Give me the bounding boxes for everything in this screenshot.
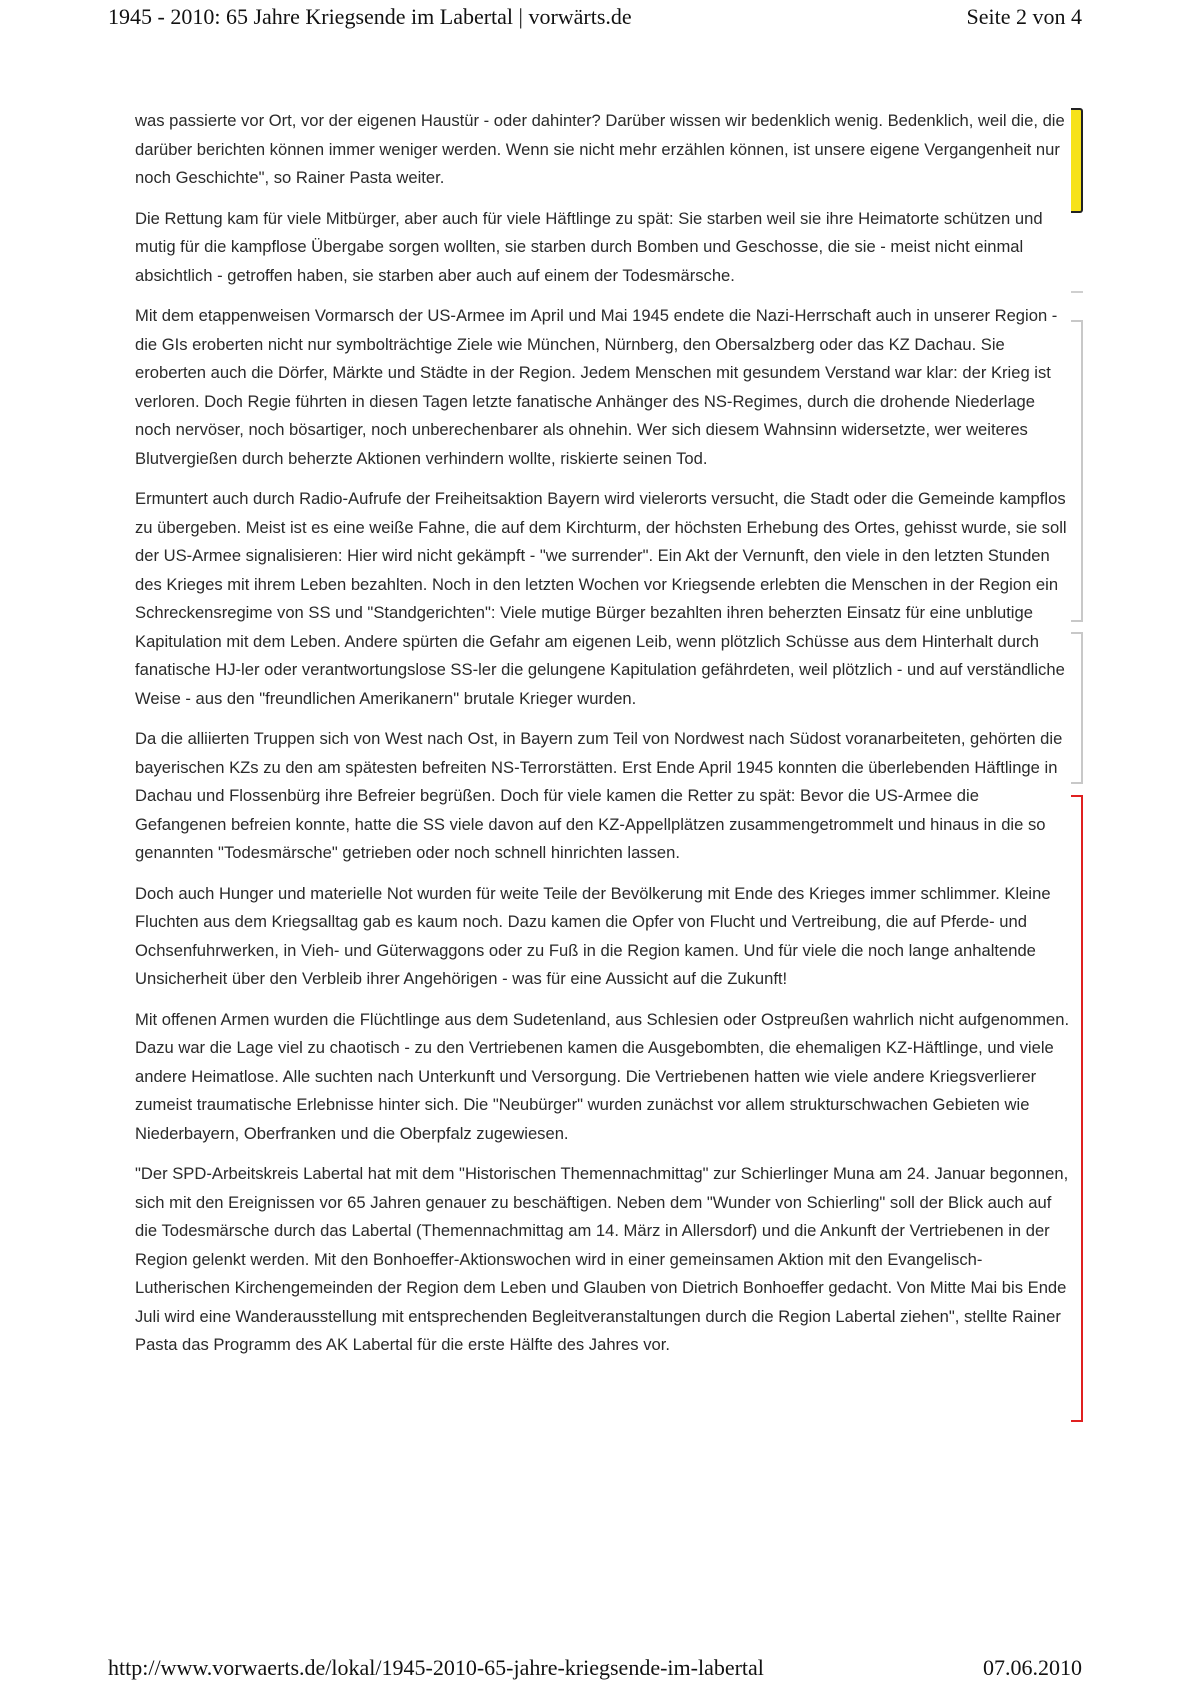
article-paragraph: Mit dem etappenweisen Vormarsch der US-Armee im April und Mai 1945 endete die Nazi-Herrschaft auch in unserer Region - die GIs eroberten nicht nur symbolträchtige Ziele wie München, Nürnberg, den Obersalzberg oder das KZ Dachau. Sie eroberten auch die Dörfer, Märkte und Städte in der Region. Jedem Menschen mit gesundem Verstand war klar: der Krieg ist verloren. Doch Regie führten in diesen Tagen letzte fanatische Anhänger des NS-Regimes, durch die drohende Niederlage noch nervöser, noch bösartiger, noch unberechenbarer als ohnehin. Wer sich diesem Wahnsinn widersetzte, wer weiteres Blutvergießen durch beherzte Aktionen verhindern wollte, riskierte seinen Tod.	[135, 306, 1058, 468]
article-paragraph: Mit offenen Armen wurden die Flüchtlinge aus dem Sudetenland, aus Schlesien oder Ostpreußen wahrlich nicht aufgenommen. Dazu war die Lage viel zu chaotisch - zu den Vertriebenen kamen die Ausgebombten, die ehemaligen KZ-Häftlinge, und viele andere Heimatlose. Alle suchten nach Unterkunft und Versorgung. Die Vertriebenen hatten wie viele andere Kriegsverlierer zumeist traumatische Erlebnisse hinter sich. Die "Neubürger" wurden zunächst vor allem strukturschwachen Gebieten wie Niederbayern, Oberfranken und die Oberpfalz zugewiesen.	[135, 1009, 1070, 1143]
margin-bracket-red	[1071, 795, 1083, 1422]
page-indicator: Seite 2 von 4	[966, 4, 1082, 29]
article-paragraph: "Der SPD-Arbeitskreis Labertal hat mit dem "Historischen Themennachmittag" zur Schierlinger Muna am 24. Januar begonnen, sich mit den Ereignissen vor 65 Jahren genauer zu beschäftigen. Neben dem "Wunder von Schierling" soll der Blick auch auf die Todesmärsche durch das Labertal (Themennachmittag am 14. März in Allersdorf) und die Ankunft der Vertriebenen in der Region gelenkt werden. Mit den Bonhoeffer-Aktionswochen wird in einer gemeinsamen Aktion mit den Evangelisch-Lutherischen Kirchengemeinden der Region dem Leben und Glauben von Dietrich Bonhoeffer gedacht. Von Mitte Mai bis Ende Juli wird eine Wanderausstellung mit entsprechenden Begleitveranstaltungen durch die Region Labertal ziehen", stellte Rainer Pasta das Programm des AK Labertal für die erste Hälfte des Jahres vor.	[135, 1164, 1069, 1354]
highlight-margin-bracket	[1071, 108, 1083, 213]
article-paragraph: Ermuntert auch durch Radio-Aufrufe der Freiheitsaktion Bayern wird vielerorts versucht, die Stadt oder die Gemeinde kampflos zu übergeben. Meist ist es eine weiße Fahne, die auf dem Kirchturm, der höchsten Erhebung des Ortes, gehisst wurde, sie soll der US-Armee signalisieren: Hier wird nicht gekämpft - "we surrender". Ein Akt der Vernunft, den viele in den letzten Stunden des Krieges mit ihrem Leben bezahlten. Noch in den letzten Wochen vor Kriegsende erlebten die Menschen in der Region ein Schreckensregime von SS und "Standgerichten": Viele mutige Bürger bezahlten ihren beherzten Einsatz für eine unblutige Kapitulation mit dem Leben. Andere spürten die Gefahr am eigenen Leib, wenn plötzlich Schüsse aus dem Hinterhalt durch fanatische HJ-ler oder verantwortungslose SS-ler die gelungene Kapitulation gefährdeten, weil plötzlich - und auf verständliche Weise - aus den "freundlichen Amerikanern" brutale Krieger wurden.	[135, 489, 1067, 708]
margin-bracket-gray	[1071, 320, 1083, 622]
margin-tick-mark	[1071, 291, 1083, 293]
document-title: 1945 - 2010: 65 Jahre Kriegsende im Labertal | vorwärts.de	[108, 4, 632, 29]
article-paragraph: was passierte vor Ort, vor der eigenen Haustür - oder dahinter? Darüber wissen wir bedenklich wenig. Bedenklich, weil die, die darüber berichten können immer weniger werden. Wenn sie nicht mehr erzählen können, ist unsere eigene Vergangenheit nur noch Geschichte", so Rainer Pasta weiter.	[135, 111, 1065, 187]
article-body	[135, 107, 1070, 1372]
print-footer	[108, 1653, 1082, 1683]
article-paragraph: Die Rettung kam für viele Mitbürger, aber auch für viele Häftlinge zu spät: Sie starben weil sie ihre Heimatorte schützen und mutig für die kampflose Übergabe sorgen wollten, sie starben durch Bomben und Geschosse, die sie - meist nicht einmal absichtlich - getroffen haben, sie starben aber auch auf einem der Todesmärsche.	[135, 208, 1043, 285]
article-paragraph: Da die alliierten Truppen sich von West nach Ost, in Bayern zum Teil von Nordwest nach Südost voranarbeiteten, gehörten die bayerischen KZs zu den am spätesten befreiten NS-Terrorstätten. Erst Ende April 1945 konnten die überlebenden Häftlinge in Dachau und Flossenbürg ihre Befreier begrüßen. Doch für viele kamen die Retter zu spät: Bevor die US-Armee die Gefangenen befreien konnte, hatte die SS viele davon auf den KZ-Appellplätzen zusammengetrommelt und hinaus in die so genannten "Todesmärsche" getrieben oder noch schnell hinrichten lassen.	[135, 729, 1063, 862]
article-paragraph: Doch auch Hunger und materielle Not wurden für weite Teile der Bevölkerung mit Ende des Krieges immer schlimmer. Kleine Fluchten aus dem Kriegsalltag gab es kaum noch. Dazu kamen die Opfer von Flucht und Vertreibung, die auf Pferde- und Ochsenfuhrwerken, in Vieh- und Güterwaggons oder zu Fuß in die Region kamen. Und für viele die noch lange anhaltende Unsicherheit über den Verbleib ihrer Angehörigen - was für eine Aussicht auf die Zukunft!	[135, 883, 1051, 988]
margin-bracket-gray	[1071, 632, 1083, 784]
source-url: http://www.vorwaerts.de/lokal/1945-2010-65-jahre-kriegsende-im-labertal	[108, 1655, 764, 1680]
print-header	[108, 2, 1082, 32]
print-date: 07.06.2010	[983, 1655, 1082, 1680]
